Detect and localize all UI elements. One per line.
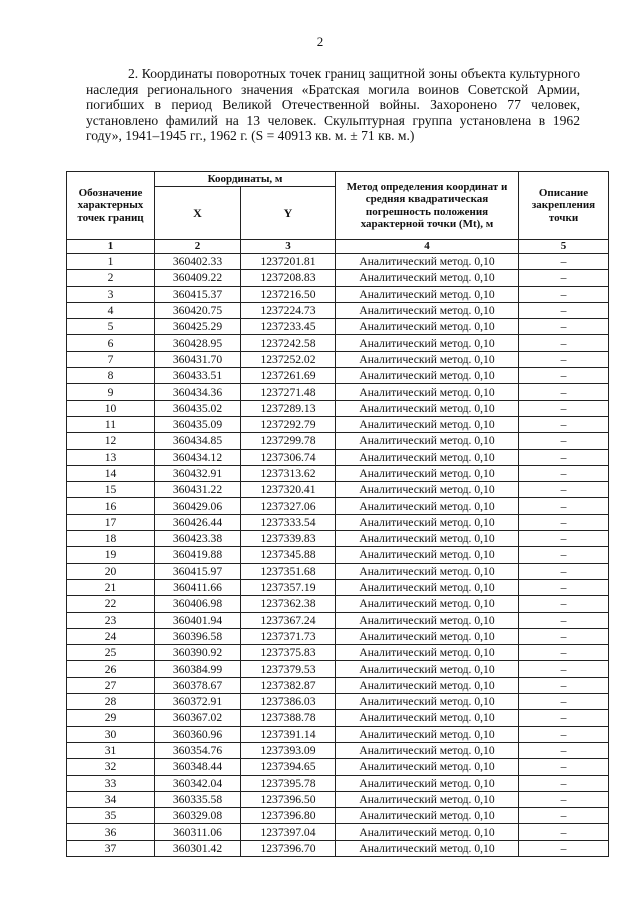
method-cell: Аналитический метод. 0,10 [336, 498, 519, 514]
header-method: Метод определения координат и средняя квадратическая погрешность положения характерной точки (Mt), м [336, 172, 519, 240]
method-cell: Аналитический метод. 0,10 [336, 449, 519, 465]
point-number: 18 [67, 531, 155, 547]
table-row [67, 384, 609, 400]
method-cell: Аналитический метод. 0,10 [336, 368, 519, 384]
method-cell: Аналитический метод. 0,10 [336, 416, 519, 432]
coord-x: 360354.76 [155, 742, 241, 758]
coord-y: 1237306.74 [241, 449, 336, 465]
method-cell: Аналитический метод. 0,10 [336, 465, 519, 481]
point-number: 9 [67, 384, 155, 400]
description-cell: – [519, 775, 609, 791]
coord-y: 1237388.78 [241, 710, 336, 726]
point-number: 26 [67, 661, 155, 677]
page-number: 2 [316, 34, 324, 49]
method-cell: Аналитический метод. 0,10 [336, 791, 519, 807]
description-cell: – [519, 579, 609, 595]
description-cell: – [519, 416, 609, 432]
coord-x: 360419.88 [155, 547, 241, 563]
point-number: 19 [67, 547, 155, 563]
column-number-4: 4 [336, 240, 519, 254]
coord-y: 1237261.69 [241, 368, 336, 384]
method-cell: Аналитический метод. 0,10 [336, 286, 519, 302]
coord-x: 360411.66 [155, 579, 241, 595]
description-cell: – [519, 449, 609, 465]
coord-y: 1237395.78 [241, 775, 336, 791]
method-cell: Аналитический метод. 0,10 [336, 759, 519, 775]
description-cell: – [519, 302, 609, 318]
point-number: 1 [67, 254, 155, 270]
table-row [67, 254, 609, 270]
method-cell: Аналитический метод. 0,10 [336, 482, 519, 498]
coord-y: 1237201.81 [241, 254, 336, 270]
method-cell: Аналитический метод. 0,10 [336, 628, 519, 644]
coord-x: 360432.91 [155, 465, 241, 481]
method-cell: Аналитический метод. 0,10 [336, 710, 519, 726]
coord-y: 1237396.70 [241, 840, 336, 856]
point-number: 10 [67, 400, 155, 416]
coord-y: 1237357.19 [241, 579, 336, 595]
method-cell: Аналитический метод. 0,10 [336, 579, 519, 595]
coord-x: 360431.22 [155, 482, 241, 498]
coord-x: 360425.29 [155, 319, 241, 335]
table-row [67, 742, 609, 758]
table-row [67, 563, 609, 579]
point-number: 20 [67, 563, 155, 579]
point-number: 34 [67, 791, 155, 807]
description-cell: – [519, 645, 609, 661]
point-number: 23 [67, 612, 155, 628]
table-row [67, 775, 609, 791]
point-number: 33 [67, 775, 155, 791]
description-cell: – [519, 694, 609, 710]
table-row [67, 302, 609, 318]
point-number: 4 [67, 302, 155, 318]
method-cell: Аналитический метод. 0,10 [336, 514, 519, 530]
coord-x: 360415.37 [155, 286, 241, 302]
table-row [67, 808, 609, 824]
coord-y: 1237371.73 [241, 628, 336, 644]
header-description: Описание закрепления точки [519, 172, 609, 240]
coord-y: 1237386.03 [241, 694, 336, 710]
coord-x: 360342.04 [155, 775, 241, 791]
table-row [67, 694, 609, 710]
description-cell: – [519, 335, 609, 351]
coord-x: 360301.42 [155, 840, 241, 856]
point-number: 3 [67, 286, 155, 302]
description-cell: – [519, 596, 609, 612]
description-cell: – [519, 563, 609, 579]
method-cell: Аналитический метод. 0,10 [336, 808, 519, 824]
table-row [67, 482, 609, 498]
method-cell: Аналитический метод. 0,10 [336, 677, 519, 693]
coord-y: 1237289.13 [241, 400, 336, 416]
method-cell: Аналитический метод. 0,10 [336, 254, 519, 270]
table-row [67, 677, 609, 693]
coord-x: 360429.06 [155, 498, 241, 514]
coord-y: 1237362.38 [241, 596, 336, 612]
description-cell: – [519, 726, 609, 742]
coord-x: 360329.08 [155, 808, 241, 824]
description-cell: – [519, 351, 609, 367]
description-cell: – [519, 531, 609, 547]
coord-x: 360435.02 [155, 400, 241, 416]
section-heading: 2. Координаты поворотных точек границ защитной зоны объекта культурного наследия регионального значения «Братская могила воинов Советской Армии, погибших в период Великой Отечественной войны. Захоронено 77 человек, установлено фамилий на 13 человек. Скульптурная группа установлена в 1962 году», 1941–1945 гг., 1962 г. (S = 40913 кв. м. ± 71 кв. м.) [86, 66, 580, 144]
coord-y: 1237351.68 [241, 563, 336, 579]
description-cell: – [519, 759, 609, 775]
table-row [67, 351, 609, 367]
table-row [67, 824, 609, 840]
coord-y: 1237271.48 [241, 384, 336, 400]
description-cell: – [519, 824, 609, 840]
point-number: 25 [67, 645, 155, 661]
method-cell: Аналитический метод. 0,10 [336, 433, 519, 449]
coord-y: 1237391.14 [241, 726, 336, 742]
point-number: 32 [67, 759, 155, 775]
description-cell: – [519, 368, 609, 384]
description-cell: – [519, 433, 609, 449]
column-number-3: 3 [241, 240, 336, 254]
description-cell: – [519, 612, 609, 628]
description-cell: – [519, 547, 609, 563]
description-cell: – [519, 286, 609, 302]
description-cell: – [519, 319, 609, 335]
coord-x: 360384.99 [155, 661, 241, 677]
coord-y: 1237242.58 [241, 335, 336, 351]
coord-x: 360426.44 [155, 514, 241, 530]
table-row [67, 759, 609, 775]
table-row [67, 661, 609, 677]
coord-y: 1237208.83 [241, 270, 336, 286]
coord-x: 360433.51 [155, 368, 241, 384]
coord-y: 1237394.65 [241, 759, 336, 775]
coord-y: 1237367.24 [241, 612, 336, 628]
coord-y: 1237327.06 [241, 498, 336, 514]
coord-y: 1237375.83 [241, 645, 336, 661]
method-cell: Аналитический метод. 0,10 [336, 775, 519, 791]
coord-x: 360348.44 [155, 759, 241, 775]
description-cell: – [519, 710, 609, 726]
coord-x: 360390.92 [155, 645, 241, 661]
coord-y: 1237299.78 [241, 433, 336, 449]
coord-y: 1237313.62 [241, 465, 336, 481]
point-number: 27 [67, 677, 155, 693]
coord-x: 360415.97 [155, 563, 241, 579]
coord-x: 360367.02 [155, 710, 241, 726]
coord-x: 360420.75 [155, 302, 241, 318]
coord-x: 360428.95 [155, 335, 241, 351]
table-row [67, 286, 609, 302]
coord-y: 1237379.53 [241, 661, 336, 677]
point-number: 12 [67, 433, 155, 449]
method-cell: Аналитический метод. 0,10 [336, 547, 519, 563]
column-number-5: 5 [519, 240, 609, 254]
coord-x: 360409.22 [155, 270, 241, 286]
method-cell: Аналитический метод. 0,10 [336, 694, 519, 710]
table-row [67, 335, 609, 351]
coord-x: 360434.36 [155, 384, 241, 400]
method-cell: Аналитический метод. 0,10 [336, 563, 519, 579]
table-row [67, 400, 609, 416]
point-number: 8 [67, 368, 155, 384]
method-cell: Аналитический метод. 0,10 [336, 645, 519, 661]
coord-x: 360406.98 [155, 596, 241, 612]
description-cell: – [519, 384, 609, 400]
description-cell: – [519, 514, 609, 530]
coord-x: 360311.06 [155, 824, 241, 840]
point-number: 17 [67, 514, 155, 530]
description-cell: – [519, 840, 609, 856]
coord-x: 360435.09 [155, 416, 241, 432]
method-cell: Аналитический метод. 0,10 [336, 531, 519, 547]
point-number: 36 [67, 824, 155, 840]
table-row [67, 433, 609, 449]
method-cell: Аналитический метод. 0,10 [336, 302, 519, 318]
coord-x: 360360.96 [155, 726, 241, 742]
coord-x: 360431.70 [155, 351, 241, 367]
point-number: 2 [67, 270, 155, 286]
method-cell: Аналитический метод. 0,10 [336, 351, 519, 367]
point-number: 24 [67, 628, 155, 644]
method-cell: Аналитический метод. 0,10 [336, 400, 519, 416]
method-cell: Аналитический метод. 0,10 [336, 270, 519, 286]
coord-y: 1237339.83 [241, 531, 336, 547]
point-number: 13 [67, 449, 155, 465]
method-cell: Аналитический метод. 0,10 [336, 596, 519, 612]
coord-y: 1237397.04 [241, 824, 336, 840]
coord-y: 1237216.50 [241, 286, 336, 302]
table-row [67, 531, 609, 547]
method-cell: Аналитический метод. 0,10 [336, 824, 519, 840]
table-row [67, 579, 609, 595]
method-cell: Аналитический метод. 0,10 [336, 384, 519, 400]
table-body [67, 254, 609, 857]
table-row [67, 514, 609, 530]
table-row [67, 498, 609, 514]
header-y: Y [241, 187, 336, 240]
table-row [67, 710, 609, 726]
point-number: 37 [67, 840, 155, 856]
coord-y: 1237320.41 [241, 482, 336, 498]
description-cell: – [519, 742, 609, 758]
coord-y: 1237396.80 [241, 808, 336, 824]
point-number: 14 [67, 465, 155, 481]
coord-x: 360402.33 [155, 254, 241, 270]
coord-y: 1237252.02 [241, 351, 336, 367]
method-cell: Аналитический метод. 0,10 [336, 612, 519, 628]
coord-y: 1237393.09 [241, 742, 336, 758]
description-cell: – [519, 270, 609, 286]
description-cell: – [519, 498, 609, 514]
description-cell: – [519, 482, 609, 498]
coord-y: 1237345.88 [241, 547, 336, 563]
table-row [67, 449, 609, 465]
coord-x: 360372.91 [155, 694, 241, 710]
table-row [67, 368, 609, 384]
point-number: 16 [67, 498, 155, 514]
table-row [67, 628, 609, 644]
point-number: 35 [67, 808, 155, 824]
method-cell: Аналитический метод. 0,10 [336, 742, 519, 758]
coord-x: 360335.58 [155, 791, 241, 807]
description-cell: – [519, 465, 609, 481]
description-cell: – [519, 400, 609, 416]
table-row [67, 596, 609, 612]
column-number-2: 2 [155, 240, 241, 254]
point-number: 29 [67, 710, 155, 726]
point-number: 22 [67, 596, 155, 612]
point-number: 31 [67, 742, 155, 758]
method-cell: Аналитический метод. 0,10 [336, 726, 519, 742]
coord-y: 1237396.50 [241, 791, 336, 807]
description-cell: – [519, 808, 609, 824]
coordinates-table [66, 171, 609, 857]
table-row [67, 791, 609, 807]
header-designation: Обозначение характерных точек границ [67, 172, 155, 240]
method-cell: Аналитический метод. 0,10 [336, 335, 519, 351]
coord-x: 360434.85 [155, 433, 241, 449]
method-cell: Аналитический метод. 0,10 [336, 661, 519, 677]
coord-y: 1237233.45 [241, 319, 336, 335]
point-number: 11 [67, 416, 155, 432]
table-row [67, 612, 609, 628]
table-row [67, 840, 609, 856]
method-cell: Аналитический метод. 0,10 [336, 319, 519, 335]
header-x: X [155, 187, 241, 240]
point-number: 7 [67, 351, 155, 367]
table-row [67, 465, 609, 481]
point-number: 6 [67, 335, 155, 351]
coord-y: 1237224.73 [241, 302, 336, 318]
coord-y: 1237333.54 [241, 514, 336, 530]
method-cell: Аналитический метод. 0,10 [336, 840, 519, 856]
point-number: 21 [67, 579, 155, 595]
coord-x: 360396.58 [155, 628, 241, 644]
table-row [67, 416, 609, 432]
table-row [67, 547, 609, 563]
description-cell: – [519, 677, 609, 693]
description-cell: – [519, 791, 609, 807]
table-row [67, 270, 609, 286]
coord-y: 1237382.87 [241, 677, 336, 693]
description-cell: – [519, 661, 609, 677]
description-cell: – [519, 628, 609, 644]
coord-y: 1237292.79 [241, 416, 336, 432]
table-row [67, 319, 609, 335]
point-number: 28 [67, 694, 155, 710]
header-coordinates: Координаты, м [155, 172, 336, 187]
table-row [67, 645, 609, 661]
coord-x: 360434.12 [155, 449, 241, 465]
column-number-1: 1 [67, 240, 155, 254]
point-number: 30 [67, 726, 155, 742]
point-number: 15 [67, 482, 155, 498]
coord-x: 360378.67 [155, 677, 241, 693]
point-number: 5 [67, 319, 155, 335]
table-row [67, 726, 609, 742]
description-cell: – [519, 254, 609, 270]
coord-x: 360401.94 [155, 612, 241, 628]
coord-x: 360423.38 [155, 531, 241, 547]
